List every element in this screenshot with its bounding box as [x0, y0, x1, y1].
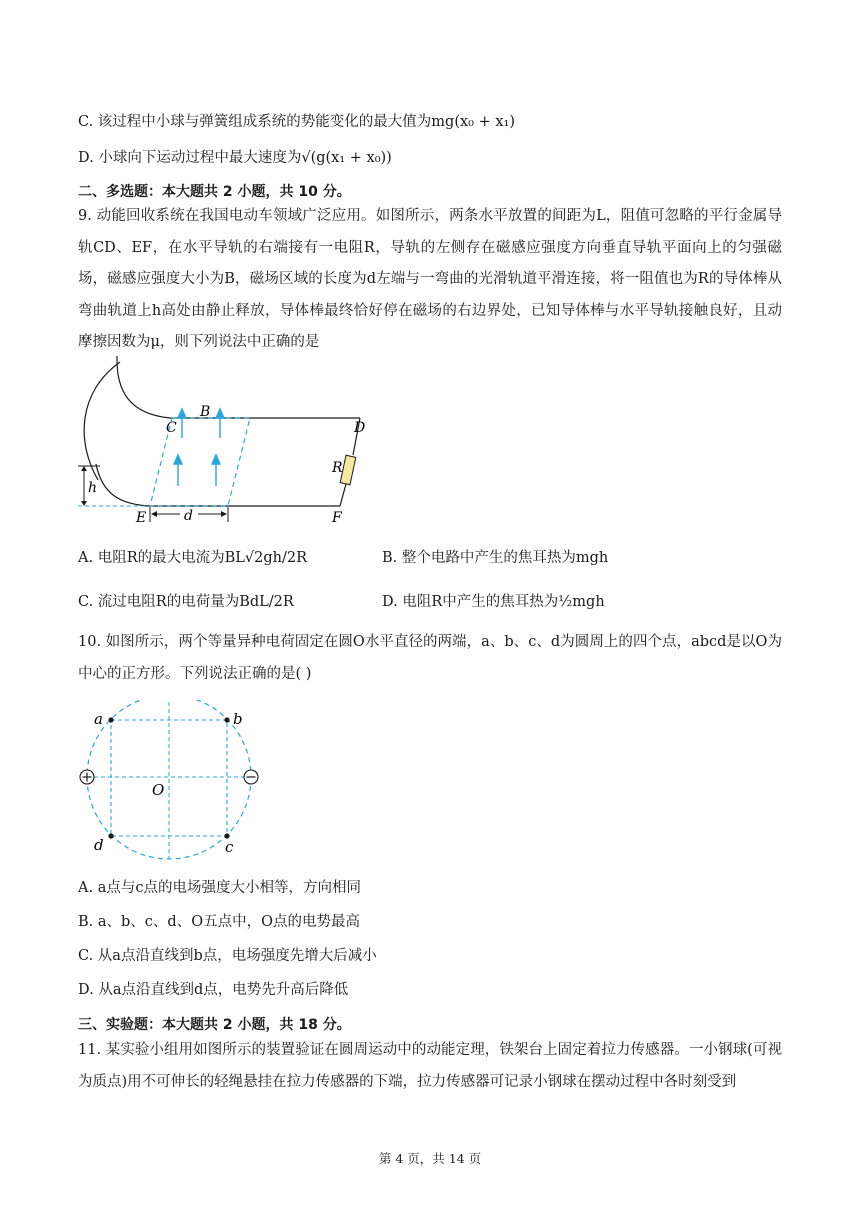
q10-option-d: D. 从a点沿直线到d点，电势先升高后降低	[78, 982, 349, 998]
label-b: b	[233, 710, 243, 728]
label-c: c	[225, 838, 234, 856]
q9-option-a: A. 电阻R的最大电流为BL√2gh/2R	[78, 550, 308, 566]
label-c: C	[166, 420, 177, 436]
q9-stem: 9. 动能回收系统在我国电动车领域广泛应用。如图所示，两条水平放置的间距为L，阻值可忽略的平行金属导轨CD、EF，在水平导轨的右端接有一电阻R，导轨的左侧存在磁感应强度方向垂直导轨平面向上的匀强磁场，磁感应强度大小为B，磁场区域的长度为d左端与一弯曲的光滑轨道平滑连接，将一阻值也为R的导体棒从弯曲轨道上h高处由静止释放，导体棒最终恰好停在磁场的右边界处，已知导体棒与水平导轨接触良好，且动摩擦因数为μ，则下列说法中正确的是	[78, 208, 782, 350]
section-heading-multiple-choice: 二、多选题：本大题共 2 小题，共 10 分。	[78, 184, 351, 200]
q9-option-c: C. 流过电阻R的电荷量为BdL/2R	[78, 594, 294, 610]
q8-option-d: D. 小球向下运动过程中最大速度为√(g(x₁ + x₀))	[78, 150, 392, 166]
label-r: R	[332, 460, 343, 476]
section-heading-experiment: 三、实验题：本大题共 2 小题，共 18 分。	[78, 1017, 351, 1033]
q10-stem: 10. 如图所示，两个等量异种电荷固定在圆O水平直径的两端，a、b、c、d为圆周上的四个点，abcd是以O为中心的正方形。下列说法正确的是( )	[78, 634, 782, 682]
q9-option-d: D. 电阻R中产生的焦耳热为½mgh	[382, 594, 605, 610]
label-d: D	[354, 420, 366, 436]
q9-option-b: B. 整个电路中产生的焦耳热为mgh	[382, 550, 609, 566]
q8-option-c: C. 该过程中小球与弹簧组成系统的势能变化的最大值为mg(x₀ + x₁)	[78, 114, 515, 130]
label-a: a	[94, 710, 103, 728]
q10-option-a: A. a点与c点的电场强度大小相等，方向相同	[78, 880, 361, 896]
label-d-distance: d	[184, 508, 193, 524]
label-e: E	[136, 510, 147, 526]
label-d: d	[94, 836, 104, 854]
q11-stem: 11. 某实验小组用如图所示的装置验证在圆周运动中的动能定理，铁架台上固定着拉力传感器。一小钢球(可视为质点)用不可伸长的轻绳悬挂在拉力传感器的下端，拉力传感器可记录小钢球在摆动过程中各时刻受到	[78, 1042, 782, 1090]
label-h: h	[88, 480, 98, 496]
q10-circle-charges-figure	[75, 700, 275, 865]
label-f: F	[332, 510, 342, 526]
label-b: B	[200, 404, 211, 420]
q9-rail-magnetic-field-figure	[70, 352, 380, 527]
negative-charge-icon	[244, 770, 258, 784]
q10-option-b: B. a、b、c、d、O五点中，O点的电势最高	[78, 914, 360, 930]
magnetic-field-arrows	[174, 409, 224, 486]
positive-charge-icon	[80, 770, 94, 784]
page-footer: 第 4 页，共 14 页	[378, 1151, 482, 1166]
q10-option-c: C. 从a点沿直线到b点，电场强度先增大后减小	[78, 948, 377, 964]
label-o: O	[152, 781, 165, 799]
